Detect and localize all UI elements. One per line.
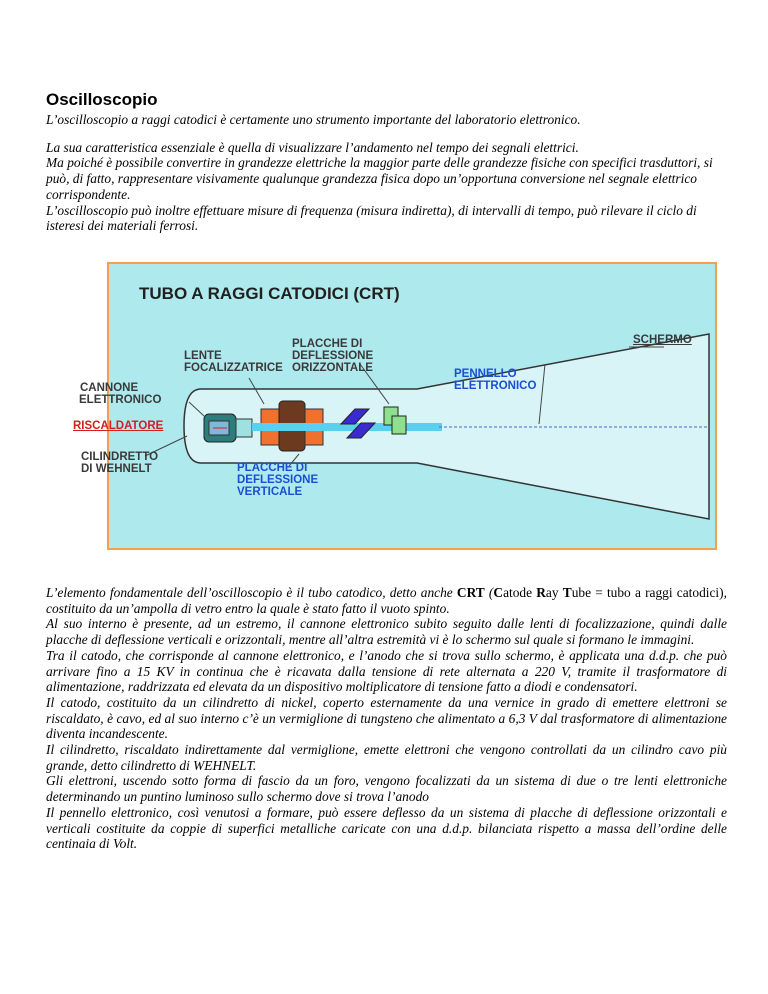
intro-paragraph: La sua caratteristica essenziale è quella di visualizzare l’andamento nel tempo dei segnali elettrici. (46, 139, 579, 155)
page-title: Oscilloscopio (46, 90, 158, 109)
label-schermo: SCHERMO (633, 334, 692, 346)
body-paragraph: Il catodo, costituito da un cilindretto di nickel, coperto esternamente da una vernice in grado di emettere elettroni se riscaldato, è cavo, ed al suo interno c’è un vermiglione di tungsteno che alimentato a 6,3 V dal trasformatore di alimentazione diventa incandescente. (46, 694, 727, 742)
intro-paragraph: Ma poiché è possibile convertire in grandezze elettriche la maggior parte delle grandezze fisiche con specifici trasduttori, si può, di fatto, rappresentare visivamente qualunque grandezza fisica dopo un’opportuna conversione nel segnale elettrico corrispondente. (46, 155, 713, 202)
crt-drawing (109, 264, 715, 548)
intro-text (46, 112, 736, 234)
body-paragraph: Il pennello elettronico, così venutosi a formare, può essere deflesso da un sistema di placche di deflessione orizzontali e verticali costituite da coppie di superfici metalliche caricate con una d.d.p. bilanciata rispetto a massa dell’ordine delle centinaia di Volt. (46, 804, 727, 852)
diagram-title: TUBO A RAGGI CATODICI (CRT) (139, 284, 400, 303)
body-paragraph: Il cilindretto, riscaldato indirettamente dal vermiglione, emette elettroni che vengono controllati da un cilindro cavo più grande, detto cilindretto di WEHNELT. (46, 742, 727, 773)
label-placche-verticale: PLACCHE DI DEFLESSIONE VERTICALE (237, 462, 319, 498)
label-riscaldatore: RISCALDATORE (73, 420, 164, 432)
label-placche-orizzontale: PLACCHE DI DEFLESSIONE ORIZZONTALE (292, 338, 374, 374)
body-paragraph: Al suo interno è presente, ad un estremo, il cannone elettronico subito seguito dalle lenti di focalizzazione, quindi dalle placche di deflessione verticali e orizzontali, mentre all’altra estremità vi è lo schermo sul quale si formano le immagini. (46, 616, 727, 648)
label-lente: LENTE FOCALIZZATRICE (184, 350, 283, 374)
body-paragraph: L’elemento fondamentale dell’oscilloscopio è il tubo catodico, detto anche CRT (Catode Ray Tube = tubo a raggi catodici), costituito da un’ampolla di vetro entro la quale è stato fatto il vuoto spinto. (46, 585, 727, 616)
body-paragraph: Tra il catodo, che corrisponde al cannone elettronico, e l’anodo che si trova sullo schermo, è applicata una d.d.p. che può arrivare fino a 15 KV in continua che è ricavata dalla tensione di rete alternata a 220 V, tramite il trasformatore di alimentazione, raddrizzata ed elevata da un dispositivo moltiplicatore di tensione fatto a diodi e condensatori. (46, 647, 727, 695)
body-text (46, 585, 727, 852)
body-paragraph: Gli elettroni, uscendo sotto forma di fascio da un foro, vengono focalizzati da un sistema di due o tre lenti elettroniche determinando un puntino luminoso sullo schermo dove si trova l’anodo (46, 773, 727, 805)
intro-paragraph: L’oscilloscopio può inoltre effettuare misure di frequenza (misura indiretta), di intervalli di tempo, può rilevare il ciclo di isteresi dei materiali ferrosi. (46, 202, 697, 234)
label-cilindretto: CILINDRETTO DI WEHNELT (81, 451, 159, 475)
crt-diagram (73, 262, 717, 550)
wehnelt-cylinder (236, 419, 252, 437)
label-cannone: CANNONE ELETTRONICO (79, 382, 162, 406)
intro-paragraph: L’oscilloscopio a raggi catodici è certamente uno strumento importante del laboratorio elettronico. (46, 112, 581, 127)
label-pennello: PENNELLO ELETTRONICO (454, 368, 537, 392)
